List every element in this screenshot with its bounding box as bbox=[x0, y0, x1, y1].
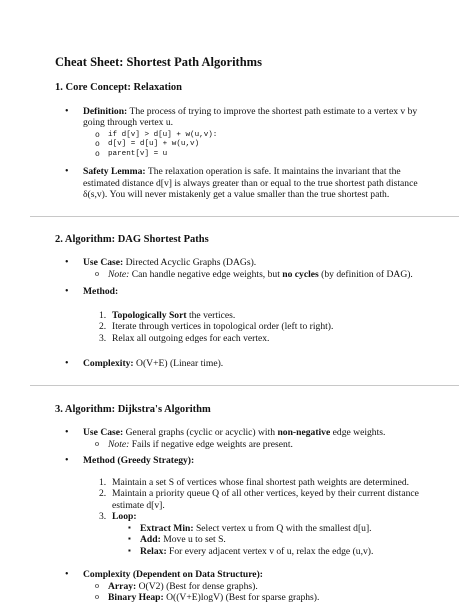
safety-lemma-item bbox=[55, 166, 435, 201]
complexity-label: Complexity (Dependent on Data Structure): bbox=[83, 569, 263, 581]
step-item bbox=[55, 488, 435, 511]
document bbox=[55, 55, 435, 611]
use-case-label: Use Case: bbox=[83, 427, 124, 439]
loop-item-text: Select vertex u from Q with the smallest d[u]. bbox=[193, 522, 372, 534]
complexity-sub-text: O((V+E)logV) (Best for sparse graphs). bbox=[163, 592, 320, 604]
loop-item bbox=[55, 546, 435, 558]
note-text: Can handle negative edge weights, but bbox=[129, 268, 283, 280]
definition-text: The process of trying to improve the shortest path estimate to a vertex v by going through vertex u. bbox=[83, 105, 418, 129]
step-item bbox=[55, 321, 435, 333]
note-label: Note: bbox=[108, 268, 130, 280]
note-label: Note: bbox=[108, 438, 130, 450]
complexity-text: O(V+E) (Linear time). bbox=[133, 358, 224, 370]
section-relaxation bbox=[55, 82, 435, 201]
section-heading: 1. Core Concept: Relaxation bbox=[55, 82, 182, 93]
section-dijkstra bbox=[55, 404, 435, 604]
step-number: 3. bbox=[99, 332, 107, 344]
loop-item-label: Relax: bbox=[140, 545, 167, 557]
note-text: (by definition of DAG). bbox=[318, 268, 413, 280]
note-text: Fails if negative edge weights are present. bbox=[129, 438, 293, 450]
code-line: o d[v] = d[u] + w(u,v) bbox=[55, 140, 435, 149]
complexity-sub-label: Array: bbox=[108, 580, 137, 592]
complexity-item bbox=[55, 569, 435, 604]
note-item bbox=[55, 269, 435, 281]
step-number: 1. bbox=[99, 476, 107, 488]
code-line: o if d[v] > d[u] + w(u,v): bbox=[55, 131, 435, 140]
complexity-sub-label: Binary Heap: bbox=[108, 592, 164, 604]
method-label: Method (Greedy Strategy): bbox=[83, 455, 195, 467]
use-case-text: edge weights. bbox=[330, 427, 386, 439]
use-case-text: Directed Acyclic Graphs (DAGs). bbox=[123, 257, 257, 269]
step-bold: Topologically Sort bbox=[112, 309, 187, 321]
step-number: 2. bbox=[99, 488, 107, 500]
step-text: Iterate through vertices in topological order (left to right). bbox=[112, 321, 334, 333]
document-title: Cheat Sheet: Shortest Path Algorithms bbox=[55, 55, 262, 69]
step-item bbox=[55, 310, 435, 322]
complexity-sub-item bbox=[55, 581, 435, 593]
complexity-label: Complexity: bbox=[83, 358, 134, 370]
method-item bbox=[55, 286, 435, 344]
step-text: Maintain a priority queue Q of all other vertices, keyed by their current distance estimate d[v]. bbox=[112, 488, 419, 511]
step-text: Maintain a set S of vertices whose final shortest path weights are determined. bbox=[112, 476, 410, 488]
complexity-sub-text: O(V2) (Best for dense graphs). bbox=[136, 580, 258, 592]
loop-item-label: Add: bbox=[140, 534, 161, 546]
definition-item bbox=[55, 106, 435, 159]
section-dag bbox=[55, 234, 435, 370]
step-number: 3. bbox=[99, 511, 107, 523]
note-bold: no cycles bbox=[282, 268, 319, 280]
note-item bbox=[55, 439, 435, 451]
method-label: Method: bbox=[83, 286, 119, 298]
safety-lemma-label: Safety Lemma: bbox=[83, 166, 146, 178]
step-number: 1. bbox=[99, 309, 107, 321]
divider bbox=[30, 216, 459, 217]
step-number: 2. bbox=[99, 321, 107, 333]
definition-label: Definition: bbox=[83, 105, 128, 117]
divider bbox=[30, 385, 459, 386]
complexity-item bbox=[55, 358, 435, 370]
method-item bbox=[55, 455, 435, 557]
safety-lemma-text: The relaxation operation is safe. It maintains the invariant that the estimated distance d[v] is always greater than or equal to the true shortest path distance δ(s,v). You will never mistakenly get a value smaller than the true shortest path. bbox=[83, 166, 418, 201]
use-case-label: Use Case: bbox=[83, 257, 124, 269]
code-line: o parent[v] = u bbox=[55, 150, 435, 159]
section-heading: 2. Algorithm: DAG Shortest Paths bbox=[55, 233, 209, 245]
complexity-sub-item bbox=[55, 592, 435, 604]
loop-item bbox=[55, 523, 435, 535]
step-text: Relax all outgoing edges for each vertex. bbox=[112, 332, 270, 344]
use-case-text: General graphs (cyclic or acyclic) with bbox=[123, 427, 278, 439]
loop-item-label: Extract Min: bbox=[140, 522, 194, 534]
use-case-item bbox=[55, 257, 435, 280]
step-text: the vertices. bbox=[186, 309, 236, 321]
loop-item-text: Move u to set S. bbox=[160, 534, 226, 546]
step-item bbox=[55, 511, 435, 523]
step-item bbox=[55, 477, 435, 489]
use-case-bold: non-negative bbox=[277, 427, 331, 439]
step-item bbox=[55, 333, 435, 345]
loop-label: Loop: bbox=[112, 511, 137, 523]
loop-item bbox=[55, 534, 435, 546]
use-case-item bbox=[55, 427, 435, 450]
loop-item-text: For every adjacent vertex v of u, relax the edge (u,v). bbox=[166, 545, 374, 557]
section-heading: 3. Algorithm: Dijkstra's Algorithm bbox=[55, 403, 211, 415]
